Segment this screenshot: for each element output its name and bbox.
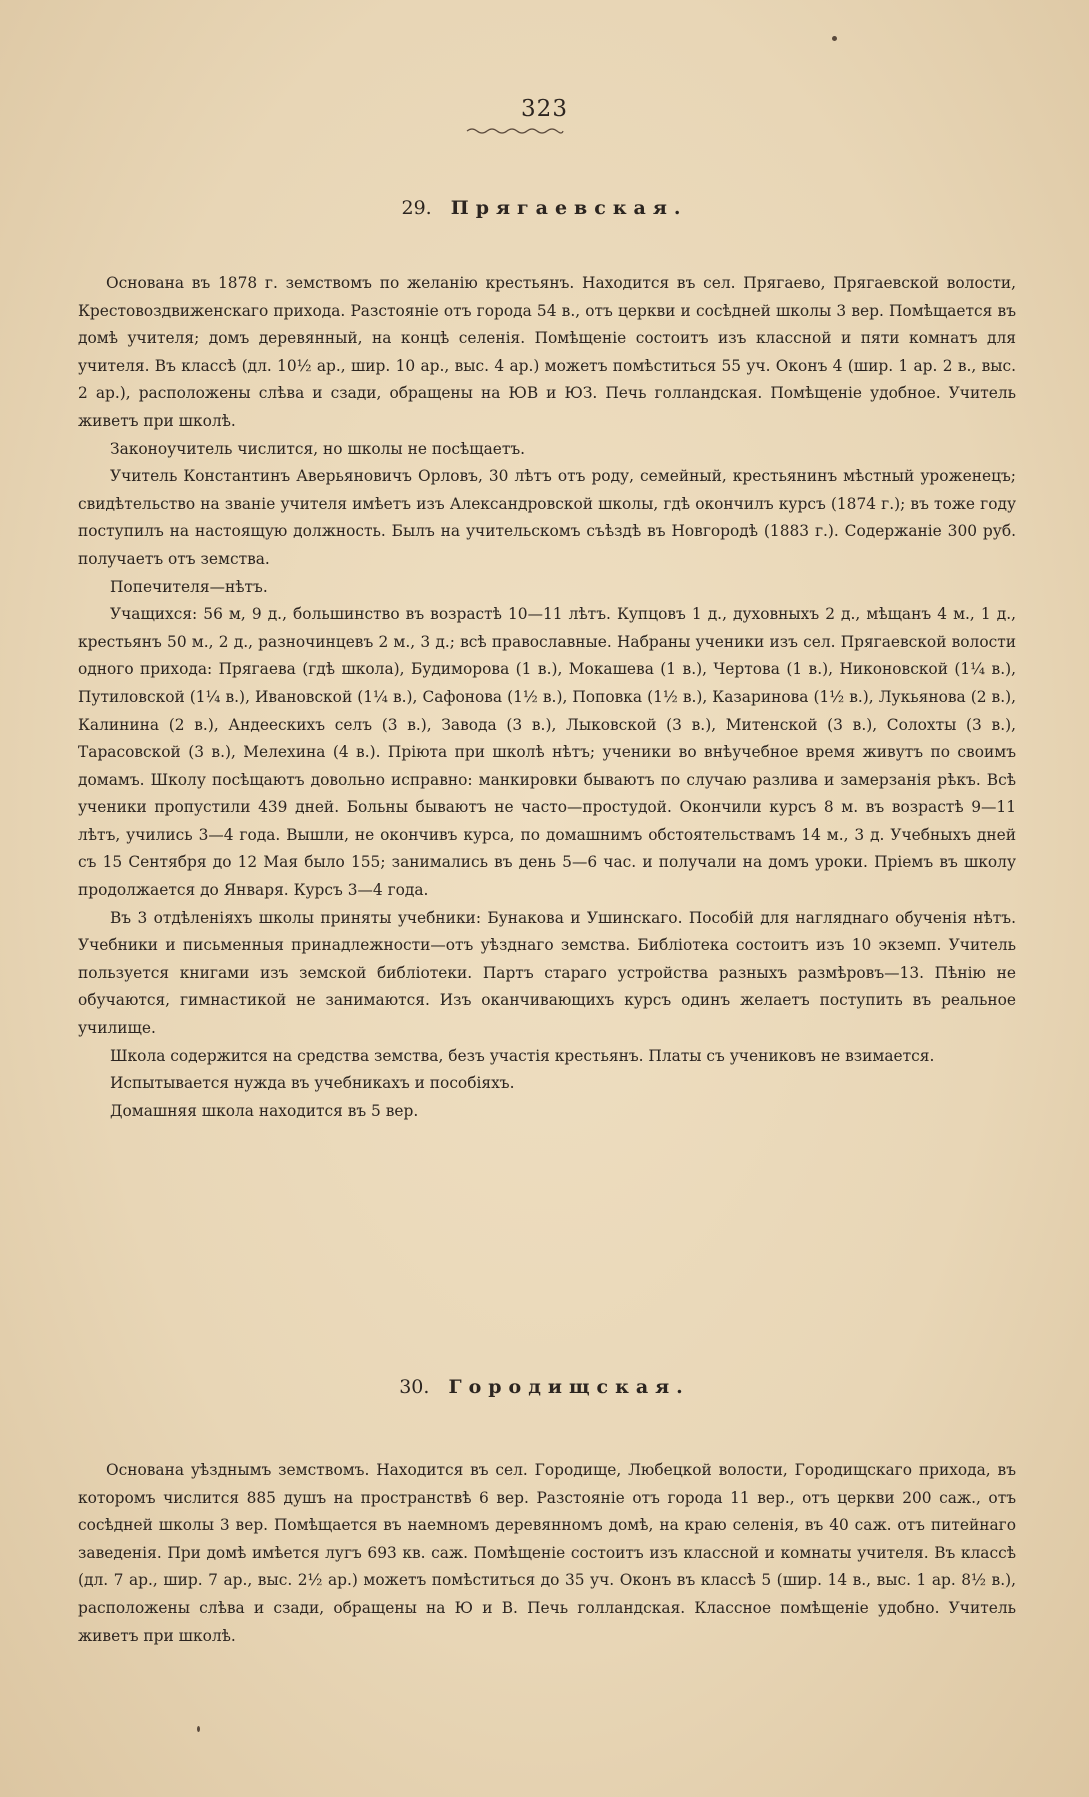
section-number: 29. [401, 197, 432, 219]
paragraph: Въ 3 отдѣленіяхъ школы приняты учебники: Бунакова и Ушинскаго. Пособій для нагляднаго обученія нѣтъ. Учебники и письменныя принадлежности—отъ уѣзднаго земства. Библіотека состоитъ изъ 10 экземп. Учитель пользуется книгами изъ земской библіотеки. Партъ стараго устройства разныхъ размѣровъ—13. Пѣнію не обучаются, гимнастикой не занимаются. Изъ оканчивающихъ курсъ одинъ желаетъ поступить въ реальное училище. [78, 908, 1016, 1038]
page-number: 323 [521, 96, 568, 122]
section-29-heading [0, 197, 1089, 219]
paragraph: Учащихся: 56 м, 9 д., большинство въ возрастѣ 10—11 лѣтъ. Купцовъ 1 д., духовныхъ 2 д., мѣщанъ 4 м., 1 д., крестьянъ 50 м., 2 д., разночинцевъ 2 м., 3 д.; всѣ православные. Набраны ученики изъ сел. Прягаевской волости одного прихода: Прягаева (гдѣ школа), Будиморова (1 в.), Мокашева (1 в.), Чертова (1 в.), Никоновской (1¼ в.), Путиловской (1¼ в.), Ивановской (1¼ в.), Сафонова (1½ в.), Поповка (1½ в.), Казаринова (1½ в.), Лукьянова (2 в.), Калинина (2 в.), Андеескихъ селъ (3 в.), Завода (3 в.), Лыковской (3 в.), Митенской (3 в.), Солохты (3 в.), Тарасовской (3 в.), Мелехина (4 в.). Пріюта при школѣ нѣтъ; ученики во внѣучебное время живутъ по своимъ домамъ. Школу посѣщаютъ довольно исправно: манкировки бываютъ по случаю разлива и замерзанія рѣкъ. Всѣ ученики пропустили 439 дней. Больны бываютъ не часто—простудой. Окончили курсъ 8 м. въ возрастѣ 9—11 лѣтъ, учились 3—4 года. Вышли, не окончивъ курса, по домашнимъ обстоятельствамъ 14 м., 3 д. Учебныхъ дней съ 15 Сентября до 12 Мая было 155; занимались въ день 5—6 час. и получали на домъ уроки. Пріемъ въ школу продолжается до Января. Курсъ 3—4 года. [78, 605, 1016, 900]
paragraph: Домашняя школа находится въ 5 вер. [110, 1101, 419, 1120]
paragraph: Испытывается нужда въ учебникахъ и пособіяхъ. [110, 1074, 515, 1093]
section-number: 30. [399, 1376, 430, 1398]
paragraph: Попечителя—нѣтъ. [110, 577, 268, 596]
paragraph: Основана уѣзднымъ земствомъ. Находится въ сел. Городище, Любецкой волости, Городищскаго прихода, въ которомъ числится 885 душъ на пространствѣ 6 вер. Разстояніе отъ города 11 вер., отъ церкви 200 саж., отъ сосѣдней школы 3 вер. Помѣщается въ наемномъ деревянномъ домѣ, на краю селенія, въ 40 саж. отъ питейнаго заведенія. При домѣ имѣется лугъ 693 кв. саж. Помѣщеніе состоитъ изъ классной и комнаты учителя. Въ классѣ (дл. 7 ар., шир. 7 ар., выс. 2½ ар.) можетъ помѣститься до 35 уч. Оконъ въ классѣ 5 (шир. 14 в., выс. 1 ар. 8½ в.), расположены слѣва и сзади, обращены на Ю и В. Печь голландская. Классное помѣщеніе удобно. Учитель живетъ при школѣ. [78, 1461, 1016, 1645]
paragraph: Учитель Константинъ Аверьяновичъ Орловъ, 30 лѣтъ отъ роду, семейный, крестьянинъ мѣстный уроженецъ; свидѣтельство на званіе учителя имѣетъ изъ Александровской школы, гдѣ окончилъ курсъ (1874 г.); въ тоже году поступилъ на настоящую должность. Былъ на учительскомъ съѣздѣ въ Новгородѣ (1883 г.). Содержаніе 300 руб. получаетъ отъ земства. [78, 467, 1016, 568]
section-29-body [78, 270, 1016, 1125]
section-title: Прягаевская. [450, 197, 688, 219]
section-30-heading [0, 1376, 1089, 1398]
ink-spot [832, 36, 837, 41]
ink-spot [197, 1726, 200, 1732]
wavy-rule-ornament [465, 126, 565, 136]
section-title: Городищская. [448, 1376, 690, 1398]
paragraph: Школа содержится на средства земства, безъ участія крестьянъ. Платы съ учениковъ не взимается. [110, 1046, 935, 1065]
paragraph: Законоучитель числится, но школы не посѣщаетъ. [110, 439, 526, 458]
section-30-body [78, 1457, 1016, 1650]
paragraph: Основана въ 1878 г. земствомъ по желанію крестьянъ. Находится въ сел. Прягаево, Прягаевской волости, Крестовоздвиженскаго прихода. Разстояніе отъ города 54 в., отъ церкви и сосѣдней школы 3 вер. Помѣщается въ домѣ учителя; домъ деревянный, на концѣ селенія. Помѣщеніе состоитъ изъ классной и пяти комнатъ для учителя. Въ классѣ (дл. 10½ ар., шир. 10 ар., выс. 4 ар.) можетъ помѣститься 55 уч. Оконъ 4 (шир. 1 ар. 2 в., выс. 2 ар.), расположены слѣва и сзади, обращены на ЮВ и ЮЗ. Печь голландская. Помѣщеніе удобное. Учитель живетъ при школѣ. [78, 274, 1016, 430]
